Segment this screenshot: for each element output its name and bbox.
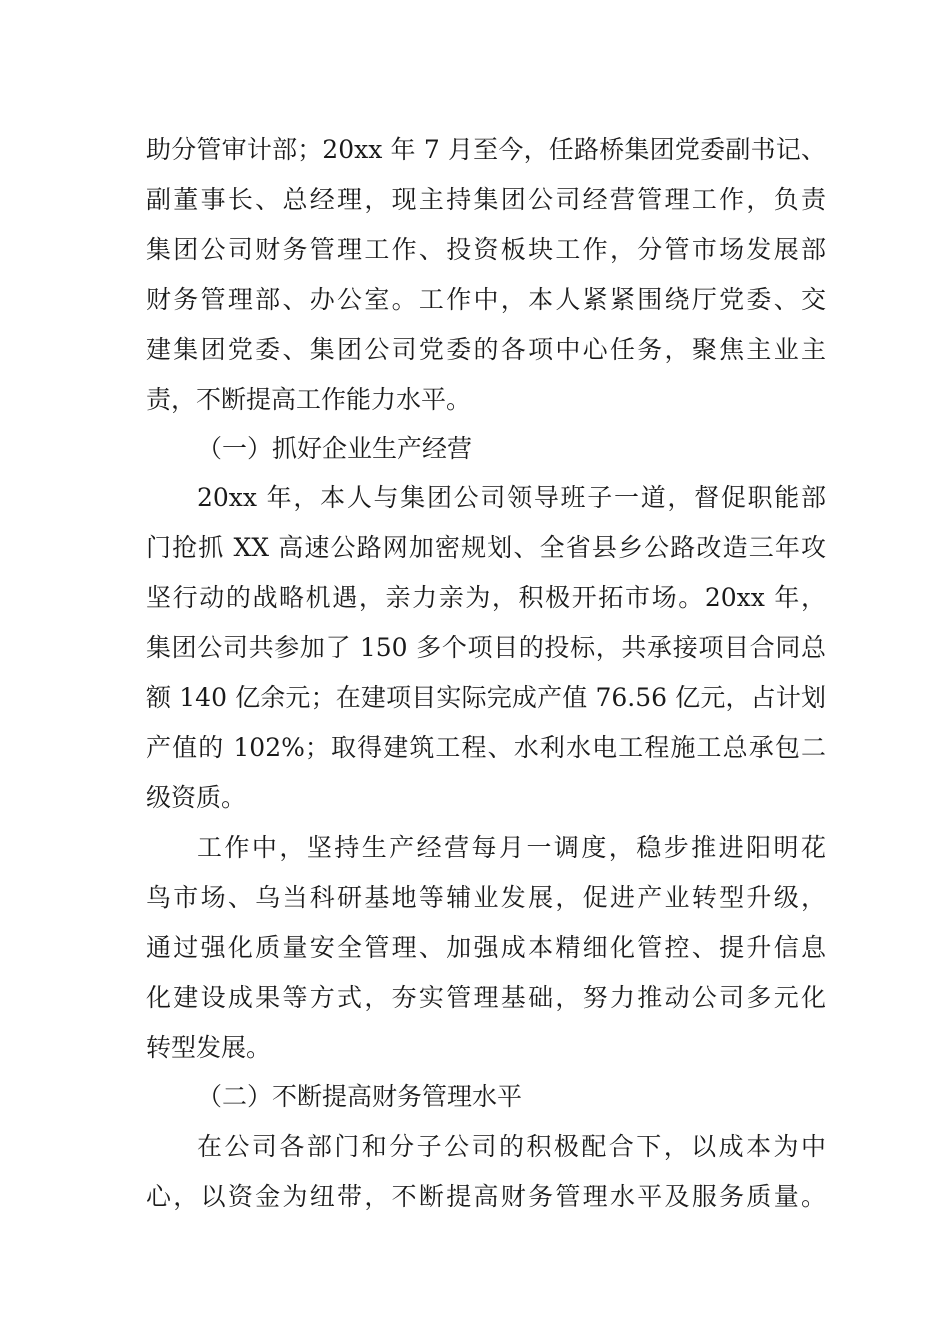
body-text-line: 额 140 亿余元；在建项目实际完成产值 76.56 亿元，占计划 [146, 683, 826, 712]
body-text-line: 鸟市场、乌当科研基地等辅业发展，促进产业转型升级， [146, 883, 826, 912]
body-text-line: 坚行动的战略机遇，亲力亲为，积极开拓市场。20xx 年， [146, 583, 826, 612]
body-text-line: 工作中，坚持生产经营每月一调度，稳步推进阳明花 [197, 833, 826, 862]
body-text-line: 化建设成果等方式，夯实管理基础，努力推动公司多元化 [146, 983, 826, 1012]
body-text-line: 集团公司共参加了 150 多个项目的投标，共承接项目合同总 [146, 633, 826, 662]
body-text-line: 集团公司财务管理工作、投资板块工作，分管市场发展部 [146, 235, 826, 264]
body-text-line: 财务管理部、办公室。工作中，本人紧紧围绕厅党委、交 [146, 285, 826, 314]
body-text-line: 助分管审计部；20xx 年 7 月至今，任路桥集团党委副书记、 [146, 135, 826, 164]
body-text-line: 通过强化质量安全管理、加强成本精细化管控、提升信息 [146, 933, 826, 962]
body-text-line: 产值的 102%；取得建筑工程、水利水电工程施工总承包二 [146, 733, 826, 762]
body-text-line: 责，不断提高工作能力水平。 [146, 385, 472, 414]
body-text-line: 转型发展。 [146, 1033, 272, 1062]
body-text-line: 20xx 年，本人与集团公司领导班子一道，督促职能部 [197, 483, 826, 512]
body-text-line: 建集团党委、集团公司党委的各项中心任务，聚焦主业主 [146, 335, 826, 364]
body-text-line: 门抢抓 XX 高速公路网加密规划、全省县乡公路改造三年攻 [146, 533, 826, 562]
body-text-line: 心，以资金为纽带，不断提高财务管理水平及服务质量。 [146, 1182, 826, 1211]
body-text-line: 副董事长、总经理，现主持集团公司经营管理工作，负责 [146, 185, 826, 214]
body-text-line: 级资质。 [146, 783, 247, 812]
section-heading: （二）不断提高财务管理水平 [197, 1082, 523, 1111]
body-text-line: 在公司各部门和分子公司的积极配合下，以成本为中 [197, 1132, 826, 1161]
section-heading: （一）抓好企业生产经营 [197, 434, 473, 463]
